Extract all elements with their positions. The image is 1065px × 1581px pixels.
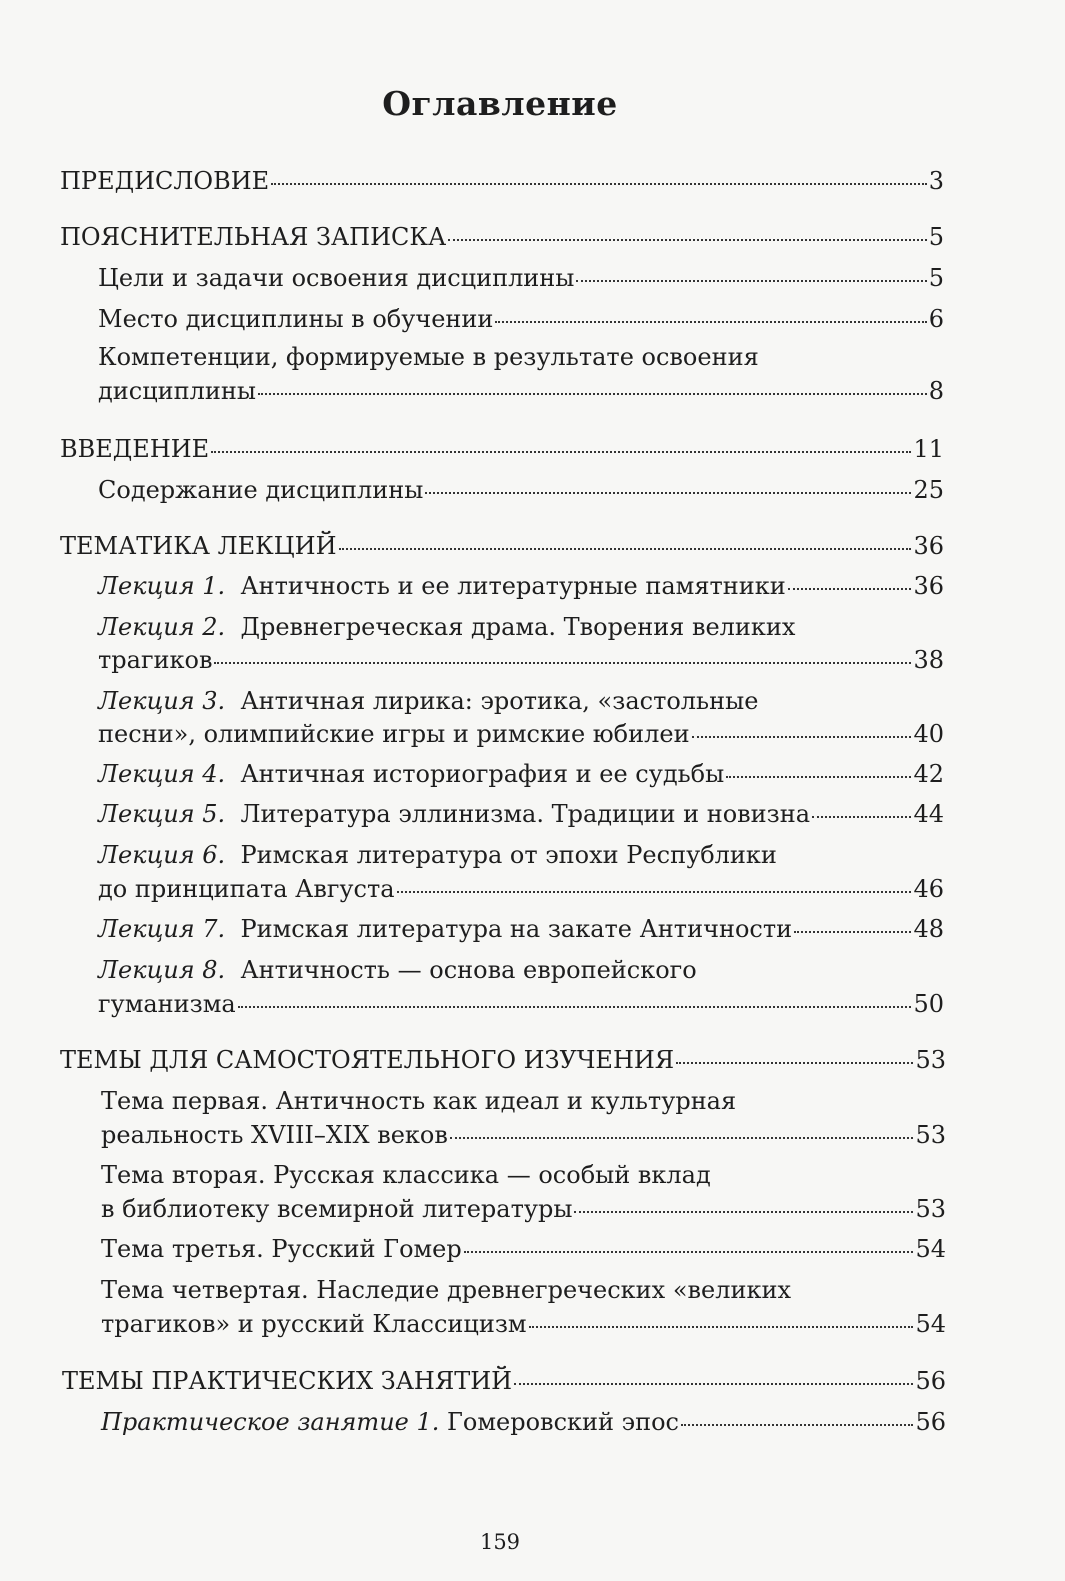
dot-leader	[450, 1136, 914, 1139]
lecture-label: Лекция 1.	[98, 572, 226, 600]
dot-leader	[214, 661, 911, 664]
toc-entry-page: 6	[928, 305, 944, 333]
toc-entry-topic-2[interactable]	[101, 1192, 946, 1227]
toc-entry-soderzhanie[interactable]	[98, 473, 944, 508]
toc-entry-title: ПОЯСНИТЕЛЬНАЯ ЗАПИСКА	[60, 223, 447, 251]
toc-entry-title: Римская литература на закате Античности	[240, 915, 793, 943]
dot-leader	[258, 392, 927, 395]
toc-entry-title: Литература эллинизма. Традиции и новизна	[240, 800, 811, 828]
toc-entry-title: до принципата Августа	[98, 875, 395, 903]
dot-leader	[788, 587, 912, 590]
toc-entry-page: 5	[928, 223, 944, 251]
toc-entry-lecture-3[interactable]	[98, 717, 944, 752]
toc-entry-page: 53	[915, 1195, 946, 1223]
toc-entry-mesto[interactable]	[98, 302, 944, 337]
toc-entry-title: Тема третья. Русский Гомер	[101, 1235, 462, 1263]
toc-entry-page: 56	[915, 1408, 946, 1436]
toc-entry-page: 54	[915, 1235, 946, 1263]
toc-entry-page: 5	[928, 264, 944, 292]
toc-entry-topic-4-line1[interactable]: Тема четвертая. Наследие древнегреческих «великих	[101, 1276, 791, 1304]
toc-entry-celi[interactable]	[98, 261, 944, 296]
toc-entry-vvedenie[interactable]	[60, 432, 944, 467]
toc-entry-page: 36	[913, 572, 944, 600]
toc-entry-page: 36	[913, 532, 944, 560]
dot-leader	[448, 238, 927, 241]
toc-entry-topic-1-line1[interactable]: Тема первая. Античность как идеал и культурная	[101, 1087, 737, 1115]
lecture-label: Лекция 2.	[98, 613, 226, 641]
toc-entry-title: гуманизма	[98, 990, 236, 1018]
dot-leader	[514, 1382, 913, 1385]
toc-entry-lecture-1[interactable]	[98, 569, 944, 604]
dot-leader	[576, 279, 926, 282]
toc-entry-title: Античная историография и ее судьбы	[240, 760, 725, 788]
toc-entry-lecture-5[interactable]	[98, 797, 944, 832]
page-title: Оглавление	[382, 84, 618, 123]
toc-entry-lecture-3-line1[interactable]	[98, 684, 758, 719]
toc-entry-lecture-8-line1[interactable]	[98, 953, 697, 988]
toc-entry-page: 3	[928, 167, 944, 195]
toc-entry-title: Римская литература от эпохи Республики	[240, 841, 777, 869]
lecture-label: Лекция 6.	[98, 841, 226, 869]
toc-entry-page: 53	[915, 1046, 946, 1074]
toc-entry-title: ТЕМЫ ПРАКТИЧЕСКИХ ЗАНЯТИЙ	[62, 1367, 513, 1395]
toc-entry-lecture-4[interactable]	[98, 757, 944, 792]
dot-leader	[529, 1325, 914, 1328]
toc-entry-lecture-6[interactable]	[98, 872, 944, 907]
dot-leader	[692, 735, 912, 738]
toc-entry-lecture-7[interactable]	[98, 912, 944, 947]
toc-entry-page: 56	[915, 1367, 946, 1395]
lecture-label: Лекция 8.	[98, 956, 226, 984]
toc-entry-tematika[interactable]	[60, 529, 944, 564]
dot-leader	[794, 930, 911, 933]
dot-leader	[495, 320, 926, 323]
toc-entry-page: 38	[913, 646, 944, 674]
toc-entry-temy[interactable]	[60, 1043, 946, 1078]
dot-leader	[425, 491, 911, 494]
toc-entry-lecture-2-line1[interactable]	[98, 610, 795, 645]
toc-entry-page: 25	[913, 476, 944, 504]
toc-entry-page: 54	[915, 1310, 946, 1338]
dot-leader	[211, 450, 911, 453]
toc-entry-title: Цели и задачи освоения дисциплины	[98, 264, 575, 292]
toc-entry-title: Место дисциплины в обучении	[98, 305, 494, 333]
dot-leader	[271, 182, 927, 185]
toc-entry-lecture-2[interactable]	[98, 643, 944, 678]
dot-leader	[397, 890, 912, 893]
toc-entry-topic-2-line1[interactable]: Тема вторая. Русская классика — особый вклад	[101, 1161, 711, 1189]
lecture-label: Лекция 3.	[98, 687, 226, 715]
toc-entry-title: Античность и ее литературные памятники	[240, 572, 786, 600]
lecture-label: Лекция 5.	[98, 800, 226, 828]
toc-entry-title: ВВЕДЕНИЕ	[60, 435, 210, 463]
toc-entry-komp-line1[interactable]: Компетенции, формируемые в результате освоения	[98, 343, 759, 371]
toc-entry-page: 48	[913, 915, 944, 943]
dot-leader	[464, 1250, 914, 1253]
lecture-label: Лекция 4.	[98, 760, 226, 788]
toc-entry-topic-3[interactable]	[101, 1232, 946, 1267]
toc-entry-prakt[interactable]	[62, 1364, 946, 1399]
toc-entry-page: 40	[913, 720, 944, 748]
toc-entry-title: Античная лирика: эротика, «застольные	[240, 687, 759, 715]
dot-leader	[812, 815, 911, 818]
practice-label: Практическое занятие 1.	[101, 1408, 440, 1436]
toc-entry-page: 11	[913, 435, 944, 463]
toc-entry-title: трагиков	[98, 646, 213, 674]
toc-entry-title: Содержание дисциплины	[98, 476, 424, 504]
toc-entry-title: реальность XVIII–XIX веков	[101, 1121, 448, 1149]
dot-leader	[726, 775, 911, 778]
toc-entry-lecture-8[interactable]	[98, 987, 944, 1022]
page-number: 159	[479, 1530, 521, 1554]
toc-entry-title: ТЕМАТИКА ЛЕКЦИЙ	[60, 532, 337, 560]
dot-leader	[681, 1423, 913, 1426]
toc-entry-komp[interactable]	[98, 374, 944, 409]
dot-leader	[339, 547, 912, 550]
toc-entry-title: трагиков» и русский Классицизм	[101, 1310, 527, 1338]
toc-entry-page: 42	[913, 760, 944, 788]
toc-entry-title: ПРЕДИСЛОВИЕ	[60, 167, 270, 195]
dot-leader	[676, 1061, 913, 1064]
toc-entry-lecture-6-line1[interactable]	[98, 838, 777, 873]
toc-entry-page: 8	[928, 377, 944, 405]
toc-entry-page: 50	[913, 990, 944, 1018]
toc-entry-practice-1[interactable]	[101, 1405, 946, 1440]
toc-entry-page: 46	[913, 875, 944, 903]
toc-entry-title: Античность — основа европейского	[240, 956, 697, 984]
toc-entry-page: 44	[913, 800, 944, 828]
toc-entry-zapiska[interactable]	[60, 220, 944, 255]
toc-entry-title: в библиотеку всемирной литературы	[101, 1195, 573, 1223]
dot-leader	[238, 1005, 912, 1008]
dot-leader	[574, 1210, 913, 1213]
toc-entry-title: Древнегреческая драма. Творения великих	[240, 613, 796, 641]
toc-entry-title: Гомеровский эпос	[447, 1408, 679, 1436]
toc-entry-title: песни», олимпийские игры и римские юбилеи	[98, 720, 690, 748]
toc-entry-title: ТЕМЫ ДЛЯ САМОСТОЯТЕЛЬНОГО ИЗУЧЕНИЯ	[60, 1046, 675, 1074]
lecture-label: Лекция 7.	[98, 915, 226, 943]
toc-entry-predislovie[interactable]	[60, 164, 944, 199]
toc-entry-title: дисциплины	[98, 377, 256, 405]
toc-entry-topic-4[interactable]	[101, 1307, 946, 1342]
toc-entry-page: 53	[915, 1121, 946, 1149]
toc-entry-topic-1[interactable]	[101, 1118, 946, 1153]
